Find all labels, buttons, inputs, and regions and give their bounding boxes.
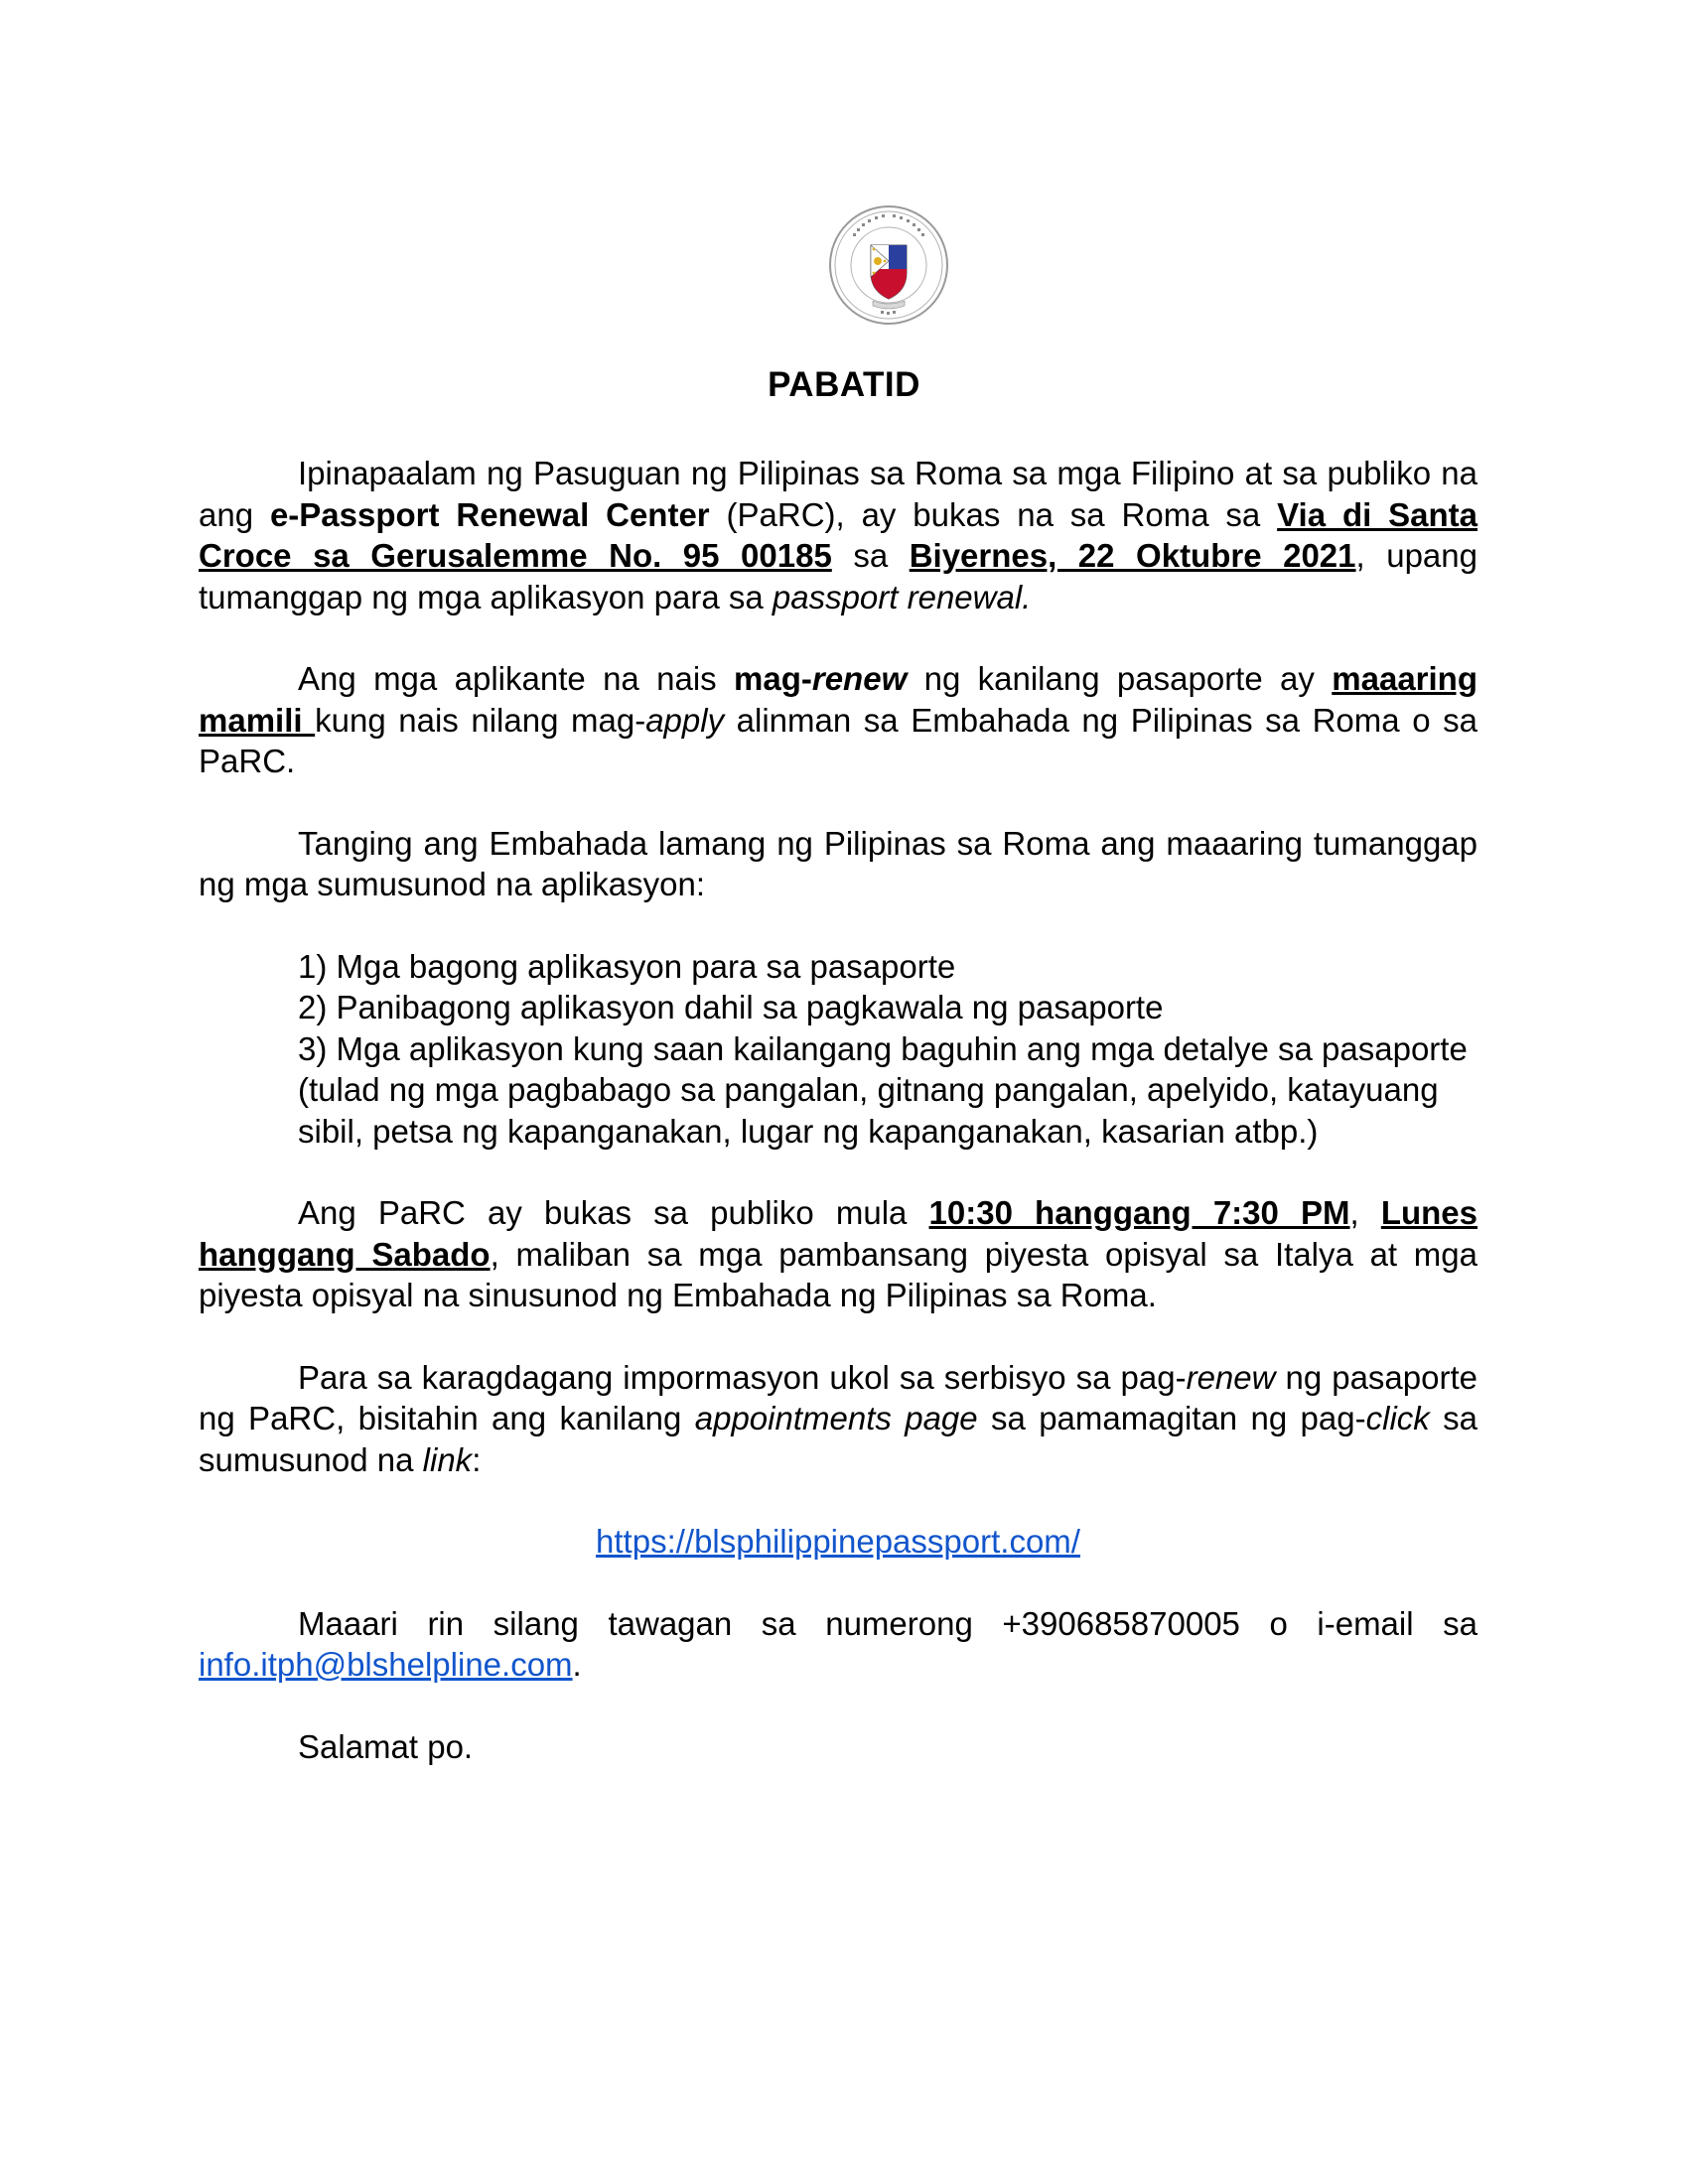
paragraph-contact: Maaari rin silang tawagan sa numerong +390685870005 o i-email sa info.itph@blshelpline.com. (199, 1604, 1477, 1683)
opening-date: Biyernes, 22 Oktubre 2021 (909, 537, 1356, 574)
letter-body (199, 453, 1477, 1808)
list-item: 1) Mga bagong aplikasyon para sa pasaporte (298, 947, 956, 985)
center-name: e-Passport Renewal Center (269, 495, 710, 533)
email-link[interactable]: info.itph@blshelpline.com (199, 1646, 573, 1683)
paragraph-hours: Ang PaRC ay bukas sa publiko mula 10:30 hanggang 7:30 PM, Lunes hanggang Sabado, maliban sa mga pambansang piyesta opisyal sa Italya at mga piyesta opisyal na sinusunod ng Embahada ng Pilipinas sa Roma. (199, 1194, 1478, 1313)
opening-hours: 10:30 hanggang 7:30 PM (928, 1194, 1350, 1231)
paragraph-embassy-only: Tanging ang Embahada lamang ng Pilipinas sa Roma ang maaaring tumanggap ng mga sumusunod na aplikasyon: (199, 824, 1477, 902)
url-line (199, 1521, 1477, 1563)
address: Via di Santa Croce sa Gerusalemme No. 95 00185 (199, 495, 1478, 574)
list-item: 2) Panibagong aplikasyon dahil sa pagkawala ng pasaporte (298, 989, 1164, 1025)
appointments-link[interactable]: https://blsphilippinepassport.com/ (596, 1523, 1080, 1560)
embassy-seal-icon (827, 204, 950, 327)
paragraph-more-info: Para sa karagdagang impormasyon ukol sa serbisyo sa pag-renew ng pasaporte ng PaRC, bisitahin ang kanilang appointments page sa pamamagitan ng pag-click sa sumusunod na link: (199, 1358, 1478, 1478)
paragraph-announcement: Ipinapaalam ng Pasuguan ng Pilipinas sa Roma sa mga Filipino at sa publiko na ang e-Passport Renewal Center (PaRC), ay bukas na sa Roma sa Via di Santa Croce sa Gerusalemme No. 95 00185 sa Biyernes, 22 Oktubre 2021, upang tumanggap ng mga aplikasyon para sa passport renewal. (199, 455, 1478, 615)
page-title: PABATID (768, 365, 920, 404)
list-item: 3) Mga aplikasyon kung saan kailangang baguhin ang mga detalye sa pasaporte (tulad ng mga pagbabago sa pangalan, gitnang pangalan, apelyido, katayuang sibil, petsa ng kapanganakan, lugar ng kapanganakan, kasarian atbp.) (298, 1029, 1468, 1150)
opening-days: Lunes hanggang Sabado (199, 1194, 1478, 1273)
paragraph-options: Ang mga aplikante na nais mag-renew ng kanilang pasaporte ay maaaring mamili kung nais nilang mag-apply alinman sa Embahada ng Pilipinas sa Roma o sa PaRC. (199, 660, 1477, 779)
closing-line: Salamat po. (298, 1727, 474, 1765)
application-list (298, 946, 1477, 1153)
